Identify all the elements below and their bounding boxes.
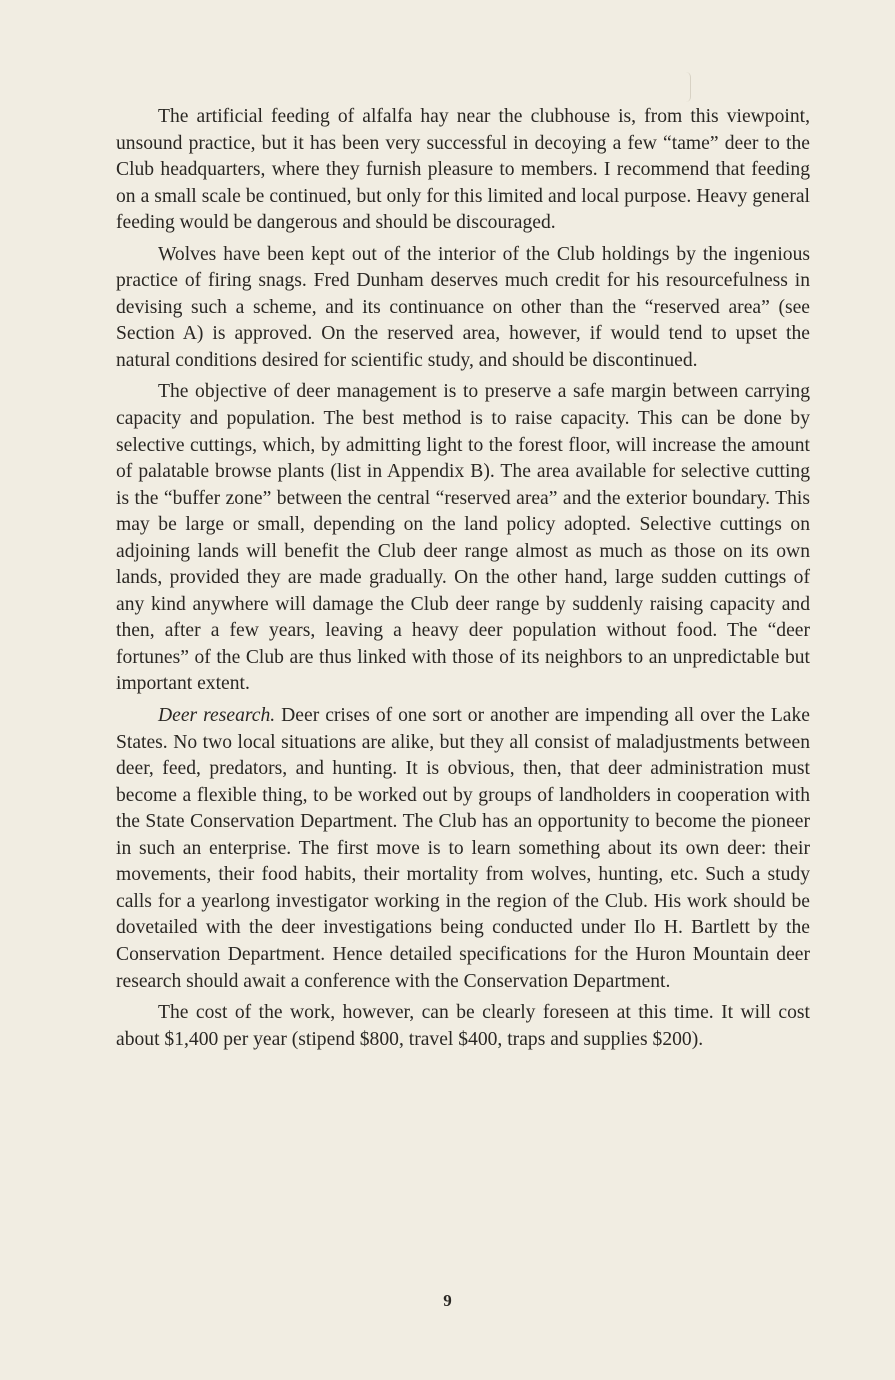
paragraph-alfalfa-feeding (116, 104, 810, 237)
paragraph-deer-research (116, 703, 810, 995)
paragraph-text: The cost of the work, however, can be clearly foreseen at this time. It will cost about $1,400 per year (stipend $800, travel $400, traps and supplies $200). (116, 1002, 810, 1050)
paragraph-text: The objective of deer management is to preserve a safe margin between carrying capacity and population. The best method is to raise capacity. This can be done by selective cuttings, which, by admitting light to the forest floor, will increase the amount of palatable browse plants (list in Appendix B). The area available for selective cutting is the “buffer zone” between the central “reserved area” and the exterior boundary. This may be large or small, depending on the land policy adopted. Selective cuttings on adjoining lands will benefit the Club deer range almost as much as those on its own lands, provided they are made gradually. On the other hand, large sudden cuttings of any kind anywhere will damage the Club deer range by suddenly raising capacity and then, after a few years, leaving a heavy deer population without food. The “deer fortunes” of the Club are thus linked with those of its neighbors to an unpredictable but important extent. (116, 381, 810, 695)
paragraph-text: Wolves have been kept out of the interior of the Club holdings by the ingenious practice of firing snags. Fred Dunham deserves much credit for his resourcefulness in devising such a scheme, and its continuance on other than the “reserved area” (see Section A) is approved. On the reserved area, however, if would tend to upset the natural conditions desired for scientific study, and should be discontinued. (116, 243, 810, 371)
paragraph-wolves (116, 242, 810, 375)
paragraph-cost (116, 1000, 810, 1053)
section-lead-deer-research: Deer research. (158, 705, 276, 727)
paragraph-text: Deer crises of one sort or another are impending all over the Lake States. No two local situations are alike, but they all consist of maladjustments between deer, feed, predators, and hunting. It is obvious, then, that deer administration must become a flexible thing, to be worked out by groups of landholders in cooperation with the State Conservation Department. The Club has an opportunity to become the pioneer in such an enterprise. The first move is to learn something about its own deer: their movements, their food habits, their mortality from wolves, hunting, etc. Such a study calls for a yearlong investigator working in the region of the Club. His work should be dovetailed with the deer investigations being conducted under Ilo H. Bartlett by the Conservation Department. Hence detailed specifications for the Huron Mountain deer research should await a conference with the Conservation Department. (116, 705, 810, 992)
paragraph-text: The artificial feeding of alfalfa hay near the clubhouse is, from this viewpoint, unsound practice, but it has been very successful in decoying a few “tame” deer to the Club headquarters, where they furnish pleasure to members. I recommend that feeding on a small scale be continued, but only for this limited and local purpose. Heavy general feeding would be dangerous and should be discouraged. (116, 106, 810, 234)
body-text (116, 104, 810, 1053)
page-number: 9 (443, 1291, 452, 1310)
paragraph-deer-management (116, 379, 810, 698)
page-edge-mark (686, 72, 691, 102)
